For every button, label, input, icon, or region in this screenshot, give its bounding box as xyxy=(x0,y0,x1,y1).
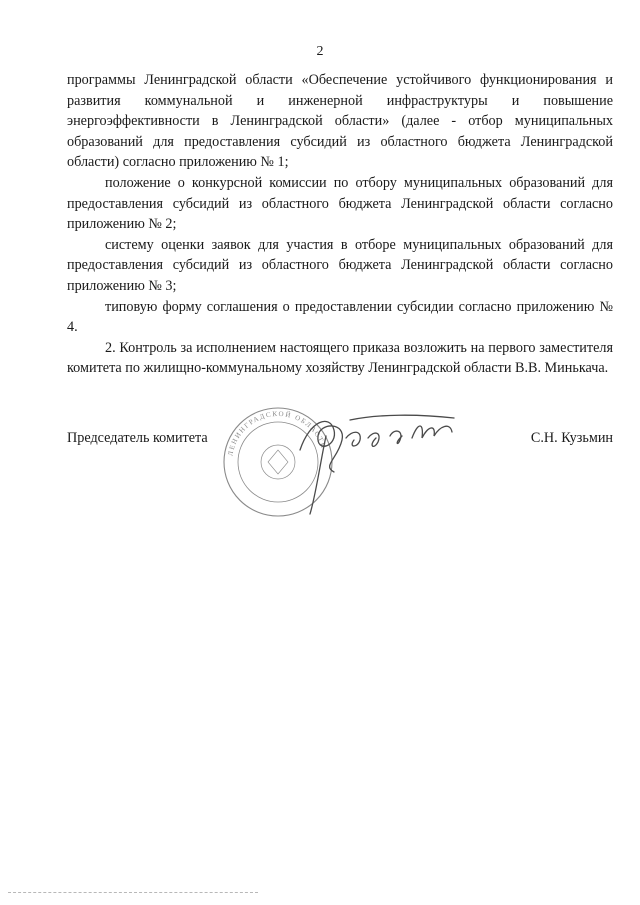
footer-divider xyxy=(8,892,258,893)
svg-text:ЛЕНИНГРАДСКОЙ ОБЛАСТИ: ЛЕНИНГРАДСКОЙ ОБЛАСТИ xyxy=(226,409,329,457)
paragraph-commission: положение о конкурсной комиссии по отбору муниципальных образований для предоставления субсидий из областного бюджета Ленинградской области согласно приложению № 2; xyxy=(67,174,613,233)
paragraph-continuation: программы Ленинградской области «Обеспечение устойчивого функционирования и развития коммунальной и инженерной инфраструктуры и повышение энергоэффективности в Ленинградской области» (далее - отбор муниципальных образований для предоставления субсидий из областного бюджета Ленинградской области) согласно приложению № 1; xyxy=(67,72,613,171)
handwritten-signature xyxy=(300,415,454,514)
document-body xyxy=(67,70,613,379)
paragraph-evaluation: систему оценки заявок для участия в отборе муниципальных образований для предоставления субсидий из областного бюджета Ленинградской области согласно приложению № 3; xyxy=(67,236,613,294)
signer-name: С.Н. Кузьмин xyxy=(530,430,613,446)
stamp-and-signature xyxy=(218,392,478,532)
page-number: 2 xyxy=(316,44,324,59)
signer-title: Председатель комитета xyxy=(67,430,208,446)
paragraph-control: 2. Контроль за исполнением настоящего приказа возложить на первого заместителя комитета по жилищно-коммунальному хозяйству Ленинградской области В.В. Минькача. xyxy=(67,339,613,377)
paragraph-agreement-form: типовую форму соглашения о предоставлении субсидии согласно приложению № 4. xyxy=(67,298,613,336)
